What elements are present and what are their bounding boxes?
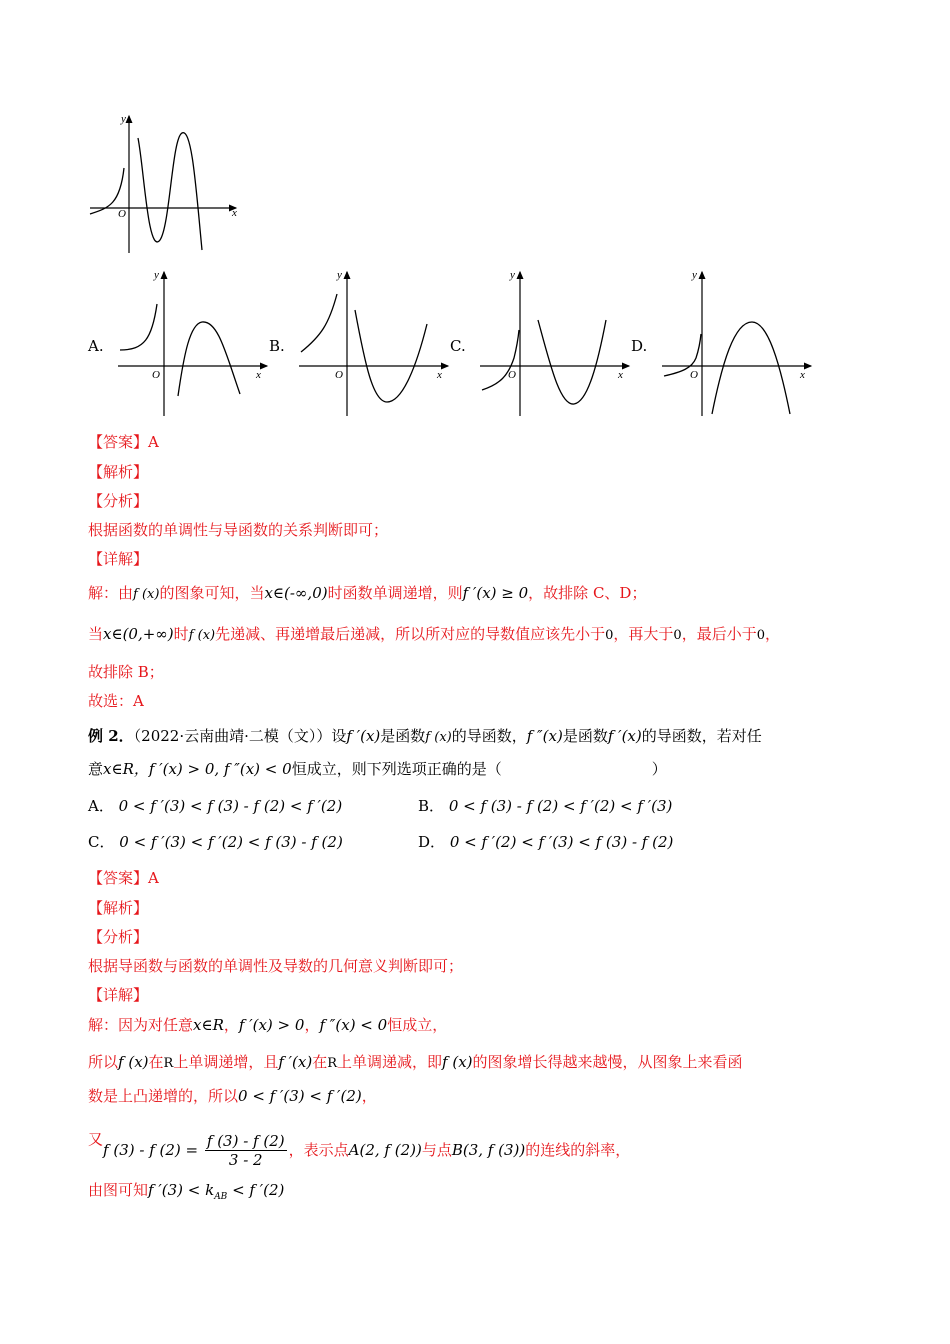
q1-detail-line1: 解：由f (x)的图象可知，当x∈(-∞,0)时函数单调递增，则f ′(x) ≥ 0，故排除 C、D； bbox=[88, 584, 647, 602]
svg-text:O: O bbox=[508, 369, 516, 381]
q2-fenxi-text: 根据导函数与函数的单调性及导数的几何意义判断即可； bbox=[88, 957, 464, 975]
curve-c-left bbox=[482, 330, 519, 390]
main-function-graph bbox=[84, 108, 254, 258]
svg-text:y: y bbox=[337, 269, 342, 281]
option-letter-a: A. bbox=[88, 337, 104, 355]
q2-option-d[interactable]: D． 0 < f ′(2) < f ′(3) < f (3) - f (2) bbox=[418, 833, 674, 851]
q1-fenxi-text: 根据函数的单调性与导函数的关系判断即可； bbox=[88, 521, 389, 539]
curve-a-right bbox=[178, 322, 240, 396]
svg-text:O: O bbox=[690, 369, 698, 381]
svg-text:x: x bbox=[256, 369, 261, 381]
q2-option-c[interactable]: C． 0 < f ′(3) < f ′(2) < f (3) - f (2) bbox=[88, 833, 343, 851]
q2-detail-line3: 数是上凸递增的，所以0 < f ′(3) < f ′(2)， bbox=[88, 1087, 377, 1105]
svg-text:x: x bbox=[437, 369, 442, 381]
option-graph-d bbox=[656, 264, 816, 420]
q2-stem-line2: 意x∈R，f ′(x) > 0, f ″(x) < 0恒成立，则下列选项正确的是（ ） bbox=[88, 760, 667, 778]
q1-jiexi: 【解析】 bbox=[88, 463, 149, 481]
q2-fenxi: 【分析】 bbox=[88, 928, 149, 946]
q2-jiexi: 【解析】 bbox=[88, 899, 149, 917]
option-graph-b bbox=[293, 264, 453, 420]
q1-fenxi: 【分析】 bbox=[88, 492, 149, 510]
q2-stem-line1: 例 2．（2022·云南曲靖·二模（文））设f ′(x)是函数f (x)的导函数，f ″(x)是函数f ′(x)的导函数，若对任 bbox=[88, 727, 762, 745]
curve-b-right bbox=[355, 310, 427, 402]
svg-text:y: y bbox=[510, 269, 515, 281]
curve-b-left bbox=[301, 294, 337, 352]
q1-answer: 【答案】A bbox=[88, 433, 159, 451]
q1-detail-line3: 故排除 B； bbox=[88, 663, 164, 681]
curve-d-right bbox=[712, 322, 790, 414]
svg-text:y: y bbox=[692, 269, 697, 281]
q1-detail-line4: 故选：A bbox=[88, 692, 144, 710]
q2-detail-line2: 所以f (x)在R上单调递增，且f ′(x)在R上单调递减，即f (x)的图象增长得越来越慢，从图象上来看函 bbox=[88, 1053, 743, 1071]
origin-label: O bbox=[118, 208, 126, 220]
curve-a-left bbox=[120, 304, 157, 350]
svg-text:x: x bbox=[800, 369, 805, 381]
fraction: $\frac{f (3) - f (2)}{3 - 2}$ bbox=[206, 1132, 285, 1169]
q2-answer: 【答案】A bbox=[88, 869, 159, 887]
q2-option-b[interactable]: B． 0 < f (3) - f (2) < f ′(2) < f ′(3) bbox=[418, 797, 673, 815]
svg-text:O: O bbox=[335, 369, 343, 381]
q2-detail-line4: 又f (3) - f (2) = $\frac{f (3) - f (2)}{3 - 2}$ ，表示点A(2, f (2))与点B(3, f (3))的连线的斜率， bbox=[88, 1130, 631, 1169]
svg-text:x: x bbox=[618, 369, 623, 381]
q2-xiangjie: 【详解】 bbox=[88, 986, 149, 1004]
curve-main bbox=[138, 133, 202, 250]
q1-xiangjie: 【详解】 bbox=[88, 550, 149, 568]
option-graph-c bbox=[474, 264, 634, 420]
svg-text:O: O bbox=[152, 369, 160, 381]
svg-text:y: y bbox=[154, 269, 159, 281]
q2-detail-line1: 解：因为对任意x∈R，f ′(x) > 0，f ″(x) < 0恒成立， bbox=[88, 1016, 448, 1034]
q2-detail-line5: 由图可知f $'(3) < k_{AB} < f$ ′(2) bbox=[88, 1181, 285, 1202]
x-label: x bbox=[232, 207, 237, 219]
option-graph-a bbox=[112, 264, 272, 420]
option-letter-b: B. bbox=[269, 337, 285, 355]
curve-c-right bbox=[538, 320, 606, 404]
option-letter-c: C. bbox=[450, 337, 466, 355]
y-label: y bbox=[121, 113, 126, 125]
q1-detail-line2: 当x∈(0,+∞)时f (x)先递减、再递增最后递减，所以所对应的导数值应该先小于0，再大于0，最后小于0， bbox=[88, 625, 781, 643]
q2-option-a[interactable]: A． 0 < f ′(3) < f (3) - f (2) < f ′(2) bbox=[88, 797, 343, 815]
option-letter-d: D. bbox=[631, 337, 648, 355]
